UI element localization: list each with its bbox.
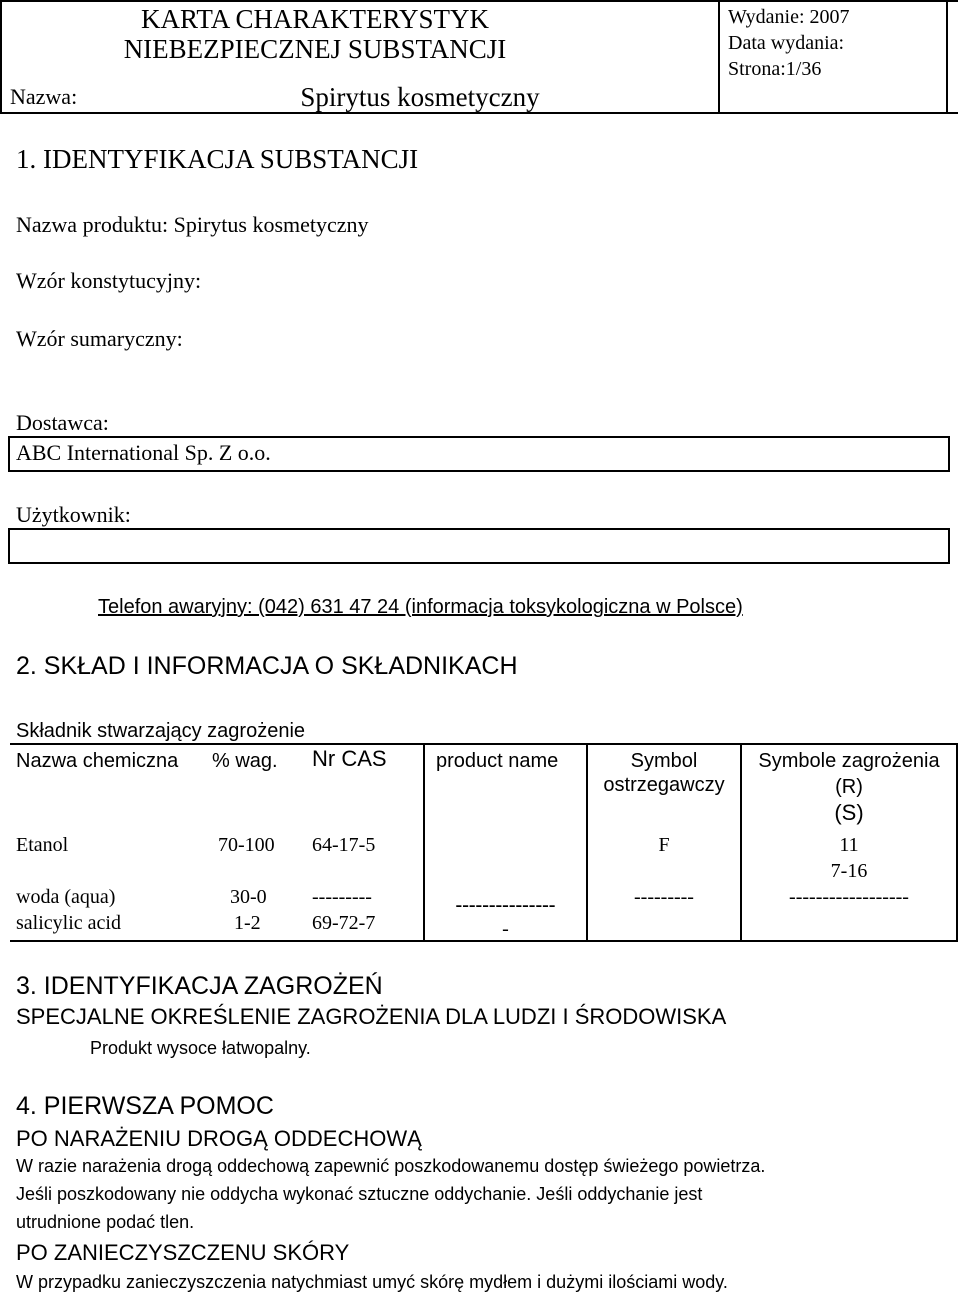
- supplier-value: ABC International Sp. Z o.o.: [16, 440, 271, 465]
- col-chemical-name: Nazwa chemiczna: [16, 750, 179, 772]
- table-right-border: [956, 743, 958, 942]
- section3-subtitle: SPECJALNE OKREŚLENIE ZAGROŻENIA DLA LUDZI I ŚRODOWISKA: [16, 1004, 727, 1029]
- edition: Wydanie: 2007: [728, 6, 850, 28]
- row2-symbol: ---------: [634, 886, 694, 908]
- row3-weight: 1-2: [234, 912, 261, 934]
- name-value: Spirytus kosmetyczny: [300, 82, 540, 112]
- row1-cas: 64-17-5: [312, 834, 376, 856]
- document-title-line1: KARTA CHARAKTERYSTYK: [141, 4, 489, 34]
- inhalation-line1: W razie narażenia drogą oddechową zapewnić poszkodowanemu dostęp świeżego powietrza.: [16, 1156, 766, 1176]
- row1-symbol: F: [658, 834, 670, 856]
- document-header: [0, 0, 958, 114]
- col-hazard-symbols: Symbole zagrożenia: [758, 750, 940, 772]
- emergency-phone: Telefon awaryjny: (042) 631 47 24 (informacja toksykologiczna w Polsce): [98, 596, 743, 618]
- user-box: [8, 528, 950, 564]
- document-title-line2: NIEBEZPIECZNEJ SUBSTANCJI: [123, 34, 507, 64]
- col-cas: Nr CAS: [312, 746, 387, 771]
- col-warning-symbol-2: ostrzegawczy: [603, 774, 725, 796]
- col-hazard-s: (S): [834, 800, 864, 825]
- col-hazard-r: (R): [835, 776, 863, 798]
- section2-title: 2. SKŁAD I INFORMACJA O SKŁADNIKACH: [16, 652, 518, 680]
- row3-name: salicylic acid: [16, 912, 121, 934]
- row1-name: Etanol: [16, 834, 69, 856]
- row2-name: woda (aqua): [16, 886, 116, 908]
- supplier-label: Dostawca:: [16, 410, 109, 435]
- col-product-name: product name: [436, 750, 559, 772]
- table-top-border: [10, 743, 958, 745]
- page-number: Strona:1/36: [728, 58, 822, 80]
- section4-title: 4. PIERWSZA POMOC: [16, 1092, 274, 1120]
- row1-hazard-s: 7-16: [830, 860, 868, 882]
- product-name-dash-2: -: [502, 918, 509, 940]
- inhalation-title: PO NARAŻENIU DROGĄ ODDECHOWĄ: [16, 1126, 422, 1151]
- header-top-border: [0, 0, 958, 2]
- skin-title: PO ZANIECZYSZCZENU SKÓRY: [16, 1240, 350, 1265]
- row2-cas: ---------: [312, 886, 372, 908]
- composition-table: [10, 743, 958, 943]
- product-name: Nazwa produktu: Spirytus kosmetyczny: [16, 212, 369, 237]
- section3-text: Produkt wysoce łatwopalny.: [90, 1038, 311, 1058]
- inhalation-line2: Jeśli poszkodowany nie oddycha wykonać sztuczne oddychanie. Jeśli oddychanie jest: [16, 1184, 703, 1204]
- col-weight: % wag.: [212, 750, 278, 772]
- product-name-dash: ---------------: [455, 894, 556, 916]
- issue-date: Data wydania:: [728, 32, 845, 54]
- row2-hazard: ------------------: [789, 886, 909, 908]
- row1-weight: 70-100: [218, 834, 275, 856]
- structural-formula: Wzór konstytucyjny:: [16, 268, 202, 293]
- skin-line1: W przypadku zanieczyszczenia natychmiast umyć skórę mydłem i dużymi ilościami wody.: [16, 1272, 728, 1292]
- col-warning-symbol-1: Symbol: [630, 750, 698, 772]
- header-right-border: [946, 0, 948, 114]
- section2-subtitle: Składnik stwarzający zagrożenie: [16, 720, 306, 742]
- row1-hazard-r: 11: [839, 834, 859, 856]
- inhalation-line3: utrudnione podać tlen.: [16, 1212, 195, 1232]
- section3-title: 3. IDENTYFIKACJA ZAGROŻEŃ: [16, 972, 383, 1000]
- section1-title: 1. IDENTYFIKACJA SUBSTANCJI: [16, 144, 419, 174]
- row3-cas: 69-72-7: [312, 912, 376, 934]
- row2-weight: 30-0: [230, 886, 267, 908]
- name-label: Nazwa:: [10, 84, 78, 109]
- summary-formula: Wzór sumaryczny:: [16, 326, 183, 351]
- user-label: Użytkownik:: [16, 502, 131, 527]
- header-divider: [718, 0, 720, 114]
